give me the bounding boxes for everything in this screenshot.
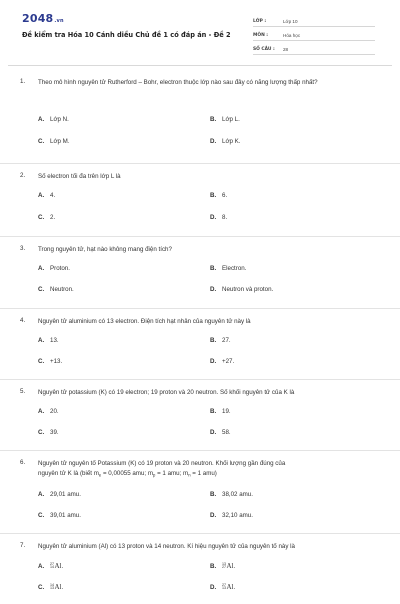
meta-class-label: LỚP :: [253, 19, 267, 24]
option-a[interactable]: [38, 116, 69, 123]
option-text: +13.: [50, 358, 63, 365]
option-text: 39,01 amu.: [50, 512, 81, 519]
meta-count-label: SỐ CÂU :: [253, 47, 275, 52]
option-tail: .: [61, 563, 64, 570]
option-letter: D.: [210, 429, 217, 436]
option-text: 32,10 amu.: [222, 512, 253, 519]
option-letter: C.: [38, 584, 45, 591]
option-letter: B.: [210, 116, 217, 123]
element-symbol: Al: [226, 583, 234, 591]
mass-number: 14: [50, 582, 54, 587]
question-number: 1.: [20, 78, 26, 85]
logo-tld: .vn: [54, 18, 64, 24]
document-title: Đề kiểm tra Hóa 10 Cánh diều Chủ đề 1 có đáp án - Đề 2: [22, 31, 231, 39]
option-text: Neutron và proton.: [222, 286, 274, 293]
meta-count-value: 28: [283, 47, 289, 52]
option-a[interactable]: [38, 192, 55, 199]
question-5: [0, 380, 400, 451]
option-b[interactable]: [210, 192, 227, 199]
mass-number: 27: [50, 561, 54, 566]
option-tail: .: [233, 563, 236, 570]
option-text: Lớp N.: [50, 116, 69, 123]
option-letter: A.: [38, 116, 45, 123]
option-text: Electron.: [222, 265, 247, 272]
question-number: 6.: [20, 459, 26, 466]
option-letter: B.: [210, 563, 217, 570]
option-a[interactable]: [38, 562, 63, 570]
option-text: 58.: [222, 429, 231, 436]
isotope-numbers: [222, 584, 226, 591]
option-letter: D.: [210, 512, 217, 519]
option-text: Lớp K.: [222, 138, 241, 145]
option-tail: .: [233, 584, 236, 591]
option-text: Lớp M.: [50, 138, 70, 145]
atomic-number: 13: [222, 586, 226, 591]
option-b[interactable]: [210, 337, 231, 344]
option-letter: C.: [38, 429, 45, 436]
question-4: [0, 309, 400, 380]
option-text: 2.: [50, 214, 56, 221]
isotope-numbers: [222, 563, 226, 570]
question-text: Theo mô hình nguyên tử Rutherford – Bohr, electron thuộc lớp nào sau đây có năng lượng thấp nhất?: [38, 79, 318, 86]
element-symbol: Al: [54, 562, 62, 570]
atomic-number: 27: [222, 565, 226, 570]
option-letter: C.: [38, 286, 45, 293]
option-text: 27.: [222, 337, 231, 344]
option-a[interactable]: [38, 408, 59, 415]
question-text: Nguyên tử potassium (K) có 19 electron; 19 proton và 20 neutron. Số khối nguyên tử của K là: [38, 389, 295, 396]
question-1: [0, 78, 400, 164]
option-text: 13.: [50, 337, 59, 344]
question-number: 7.: [20, 542, 26, 549]
question-7: [0, 534, 400, 604]
option-text: Lớp L.: [222, 116, 240, 123]
option-a[interactable]: [38, 491, 81, 498]
option-letter: D.: [210, 138, 217, 145]
header-divider: [8, 65, 392, 66]
option-a[interactable]: [38, 265, 70, 272]
meta-count-row: [253, 42, 375, 55]
meta-subject-value: Hóa học: [283, 33, 301, 38]
option-b[interactable]: [210, 491, 253, 498]
text-fragment: = 0,00055 amu; m: [101, 470, 154, 477]
question-number: 5.: [20, 388, 26, 395]
option-d[interactable]: [210, 214, 227, 221]
option-c[interactable]: [38, 358, 62, 365]
option-letter: A.: [38, 337, 45, 344]
meta-class-row: [253, 14, 375, 27]
option-letter: B.: [210, 491, 217, 498]
option-a[interactable]: [38, 337, 59, 344]
option-letter: A.: [38, 491, 45, 498]
option-d[interactable]: [210, 286, 273, 293]
option-c[interactable]: [38, 512, 81, 519]
option-letter: B.: [210, 192, 217, 199]
meta-subject-row: [253, 28, 375, 41]
question-2: [0, 164, 400, 237]
text-fragment: = 1 amu): [190, 470, 217, 477]
option-letter: A.: [38, 192, 45, 199]
meta-class-value: Lớp 10: [283, 19, 298, 24]
subscript: n: [188, 472, 191, 478]
option-text: Neutron.: [50, 286, 74, 293]
question-text-line-2: [38, 469, 378, 481]
option-text: Proton.: [50, 265, 70, 272]
option-letter: D.: [210, 214, 217, 221]
question-list: [0, 78, 400, 604]
text-fragment: = 1 amu; m: [155, 470, 189, 477]
option-text: 29,01 amu.: [50, 491, 81, 498]
mass-number: 27: [222, 582, 226, 587]
isotope-numbers: [50, 563, 54, 570]
option-text: +27.: [222, 358, 235, 365]
option-text: 6.: [222, 192, 228, 199]
page-header: [0, 0, 400, 62]
text-fragment: nguyên tử K là (biết m: [38, 470, 99, 477]
option-tail: .: [61, 584, 64, 591]
option-letter: D.: [210, 358, 217, 365]
option-letter: A.: [38, 563, 45, 570]
question-text: Nguyên tử aluminium có 13 electron. Điện tích hạt nhân của nguyên tử này là: [38, 318, 251, 325]
meta-panel: [253, 14, 375, 56]
option-letter: D.: [210, 286, 217, 293]
question-6: [0, 451, 400, 534]
question-text: Số electron tối đa trên lớp L là: [38, 173, 121, 180]
option-letter: D.: [210, 584, 217, 591]
option-letter: B.: [210, 408, 217, 415]
subscript: p: [153, 472, 156, 478]
question-text: [38, 459, 378, 481]
question-3: [0, 237, 400, 309]
option-text: 39.: [50, 429, 59, 436]
meta-subject-label: MÔN :: [253, 33, 269, 38]
subscript: e: [98, 472, 102, 478]
element-symbol: Al: [54, 583, 62, 591]
logo-main: 2048: [22, 12, 54, 25]
question-text: Nguyên tử aluminium (Al) có 13 proton và 14 neutron. Kí hiệu nguyên tử của nguyên tố này là: [38, 543, 295, 550]
option-letter: A.: [38, 265, 45, 272]
option-letter: A.: [38, 408, 45, 415]
option-c[interactable]: [38, 583, 63, 591]
question-text-line-1: Nguyên tử nguyên tố Potassium (K) có 19 proton và 20 neutron. Khối lượng gần đúng của: [38, 460, 286, 467]
option-text: 19.: [222, 408, 231, 415]
option-letter: C.: [38, 512, 45, 519]
option-b[interactable]: [210, 562, 235, 570]
option-b[interactable]: [210, 408, 231, 415]
element-symbol: Al: [226, 562, 234, 570]
option-b[interactable]: [210, 265, 246, 272]
question-number: 2.: [20, 172, 26, 179]
isotope-numbers: [50, 584, 54, 591]
option-letter: C.: [38, 358, 45, 365]
option-d[interactable]: [210, 429, 231, 436]
option-letter: C.: [38, 214, 45, 221]
question-number: 3.: [20, 245, 26, 252]
mass-number: 13: [222, 561, 226, 566]
option-b[interactable]: [210, 116, 240, 123]
option-c[interactable]: [38, 138, 70, 145]
option-letter: B.: [210, 337, 217, 344]
option-text: 38,02 amu.: [222, 491, 253, 498]
option-d[interactable]: [210, 512, 253, 519]
atomic-number: 14: [50, 565, 54, 570]
option-text: 20.: [50, 408, 59, 415]
option-letter: C.: [38, 138, 45, 145]
atomic-number: 13: [50, 586, 54, 591]
option-d[interactable]: [210, 583, 235, 591]
option-text: 8.: [222, 214, 228, 221]
option-c[interactable]: [38, 286, 74, 293]
question-number: 4.: [20, 317, 26, 324]
option-d[interactable]: [210, 138, 241, 145]
option-d[interactable]: [210, 358, 234, 365]
option-letter: B.: [210, 265, 217, 272]
option-c[interactable]: [38, 429, 59, 436]
option-c[interactable]: [38, 214, 55, 221]
option-text: 4.: [50, 192, 56, 199]
question-text: Trong nguyên tử, hạt nào không mang điện tích?: [38, 246, 172, 253]
